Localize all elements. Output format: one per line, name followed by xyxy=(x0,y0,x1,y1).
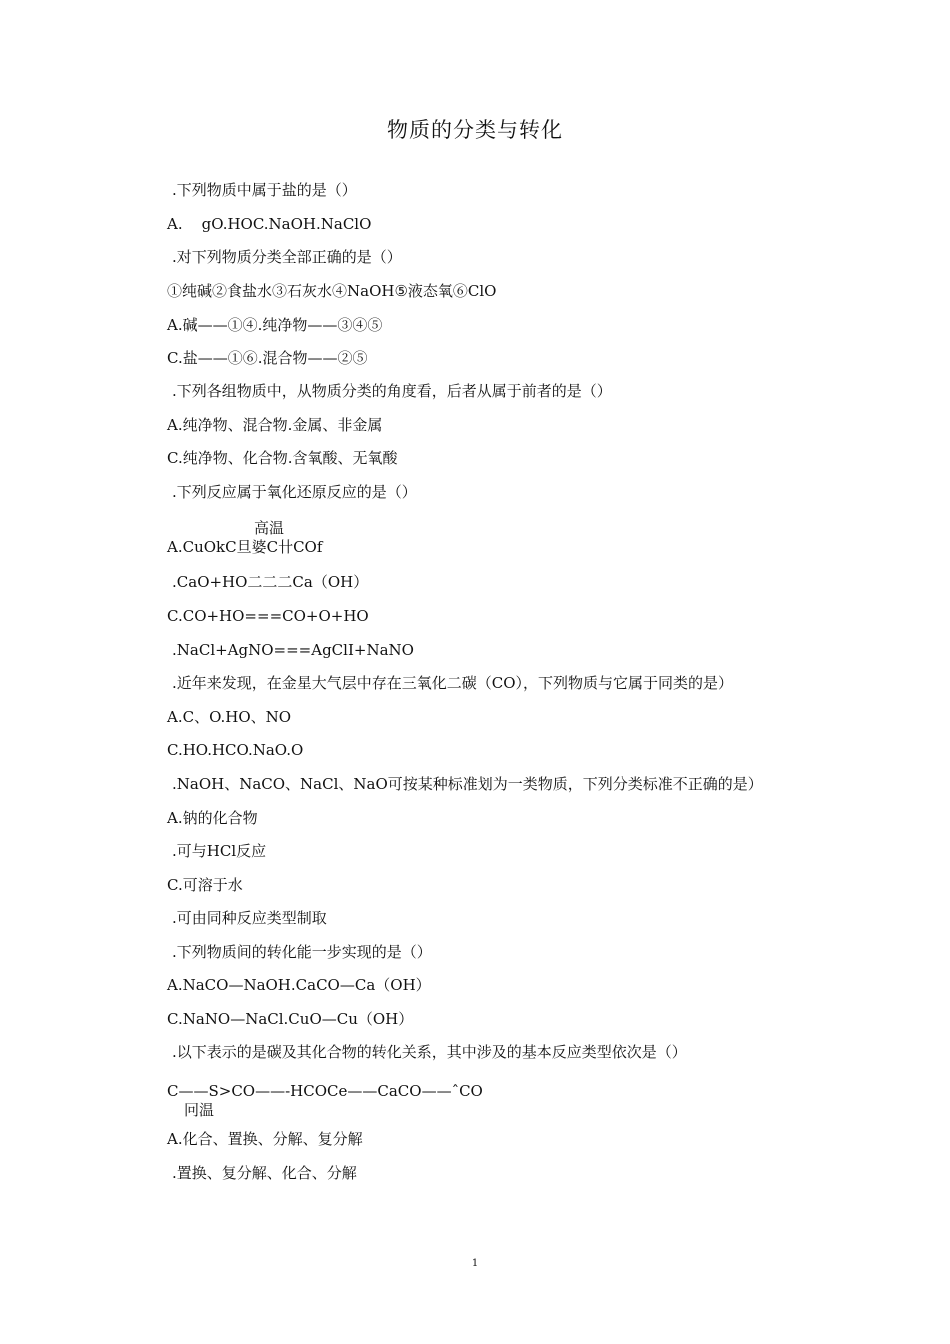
question-7-stem: .下列物质间的转化能一步实现的是（） xyxy=(172,943,432,961)
question-4-option-c: C.CO+HO===CO+O+HO xyxy=(167,607,369,625)
question-7-options-ab: A.NaCO—NaOH.CaCO—Ca（OH） xyxy=(167,976,431,994)
question-5-options-ab: A.C、O.HO、NO xyxy=(167,708,292,726)
question-4-stem: .下列反应属于氧化还原反应的是（） xyxy=(172,483,417,501)
question-3-stem: .下列各组物质中，从物质分类的角度看，后者从属于前者的是（） xyxy=(172,382,612,400)
question-3-options-cd: C.纯净物、化合物.含氧酸、无氧酸 xyxy=(167,449,398,467)
question-3-options-ab: A.纯净物、混合物.金属、非金属 xyxy=(167,416,383,434)
page-number: 1 xyxy=(471,1258,479,1269)
question-7-options-cd: C.NaNO—NaCl.CuO—Cu（OH） xyxy=(167,1010,414,1028)
question-4-option-a: A.CuOkC旦婆C卄COf xyxy=(167,538,323,556)
question-1-options: A. gO.HOC.NaOH.NaClO xyxy=(167,215,372,233)
question-2-stem: .对下列物质分类全部正确的是（） xyxy=(172,248,402,266)
reaction-condition-label: 高温 xyxy=(254,519,285,537)
question-6-stem: .NaOH、NaCO、NaCl、NaO可按某种标准划为一类物质，下列分类标准不正确的是） xyxy=(172,775,763,793)
question-6-option-d: .可由同种反应类型制取 xyxy=(172,909,327,927)
question-4-option-b: .CaO+HO二二二Ca（OH） xyxy=(172,573,369,591)
question-2-options-ab: A.碱——①④.纯净物——③④⑤ xyxy=(167,316,383,334)
conversion-condition-label: 冋温 xyxy=(184,1101,215,1119)
question-8-conversion-chain: C——S>CO——-HCOCe——CaCO——ˆCO xyxy=(167,1082,483,1100)
question-6-option-c: C.可溶于水 xyxy=(167,876,243,894)
question-4-option-d: .NaCl+AgNO===AgClI+NaNO xyxy=(172,641,414,659)
question-5-options-cd: C.HO.HCO.NaO.O xyxy=(167,741,304,759)
question-2-items: ①纯碱②食盐水③石灰水④NaOH⑤液态氧⑥ClO xyxy=(167,282,497,300)
question-6-option-b: .可与HCl反应 xyxy=(172,842,267,860)
question-6-option-a: A.钠的化合物 xyxy=(167,809,258,827)
question-2-options-cd: C.盐——①⑥.混合物——②⑤ xyxy=(167,349,368,367)
page-title: 物质的分类与转化 xyxy=(387,118,563,142)
question-5-stem: .近年来发现，在金星大气层中存在三氧化二碳（CO），下列物质与它属于同类的是） xyxy=(172,674,734,692)
question-8-option-b: .置换、复分解、化合、分解 xyxy=(172,1164,357,1182)
question-1-stem: .下列物质中属于盐的是（） xyxy=(172,181,357,199)
question-8-option-a: A.化合、置换、分解、复分解 xyxy=(167,1130,363,1148)
question-8-stem: .以下表示的是碳及其化合物的转化关系，其中涉及的基本反应类型依次是（） xyxy=(172,1043,687,1061)
